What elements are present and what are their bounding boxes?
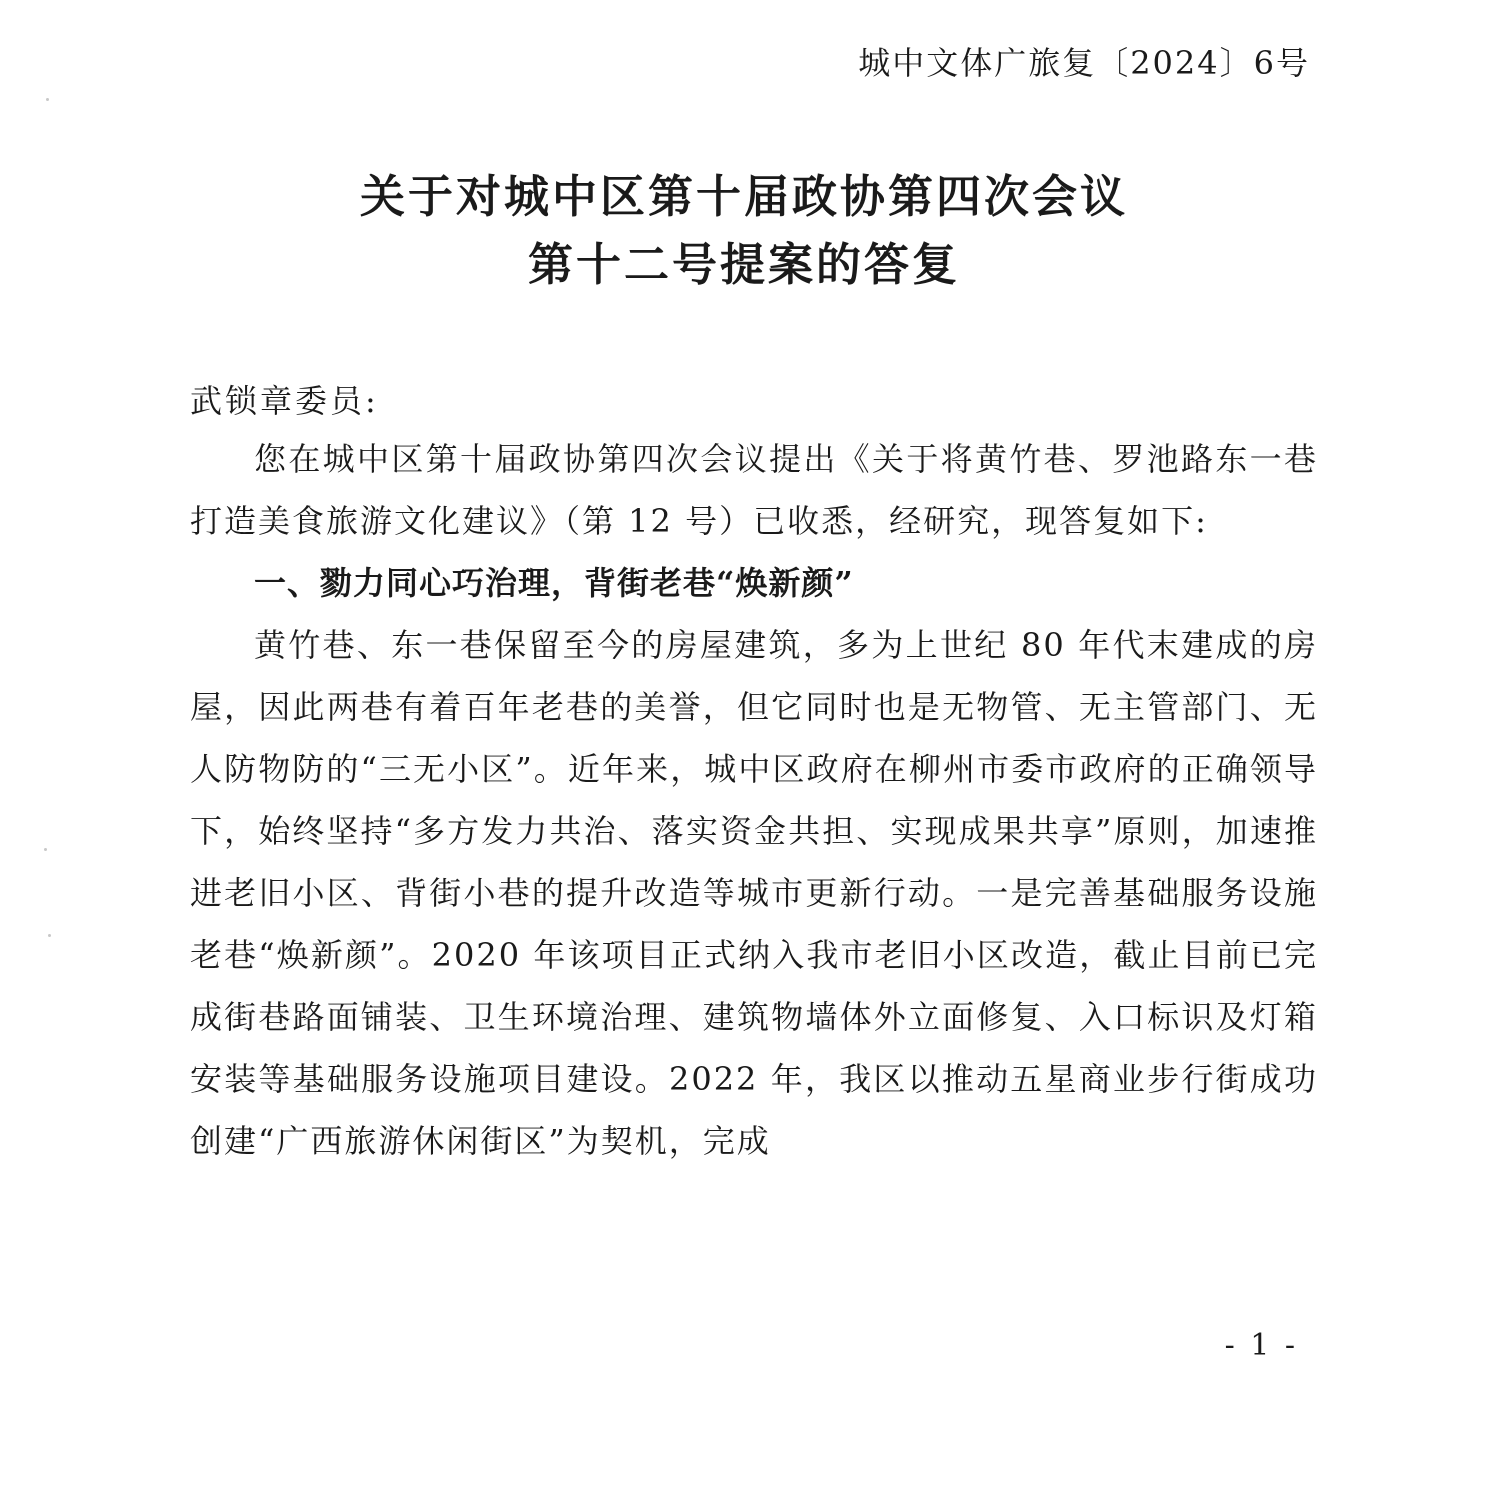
page-number: - 1 - xyxy=(1224,1328,1298,1363)
scan-speck xyxy=(44,848,47,851)
section-1-paragraph: 黄竹巷、东一巷保留至今的房屋建筑，多为上世纪 80 年代末建成的房屋，因此两巷有着百年老巷的美誉，但它同时也是无物管、无主管部门、无人防物防的“三无小区”。近年来，城中区政府在柳州市委市政府的正确领导下，始终坚持“多方发力共治、落实资金共担、实现成果共享”原则，加速推进老旧小区、背街小巷的提升改造等城市更新行动。一是完善基础服务设施老巷“焕新颜”。2020 年该项目正式纳入我市老旧小区改造，截止目前已完成街巷路面铺装、卫生环境治理、建筑物墙体外立面修复、入口标识及灯箱安装等基础服务设施项目建设。2022 年，我区以推动五星商业步行街成功创建“广西旅游休闲街区”为契机，完成 xyxy=(190,626,1318,1160)
section-1-heading: 一、勠力同心巧治理，背街老巷“焕新颜” xyxy=(254,564,854,602)
scan-speck xyxy=(46,98,49,101)
body-text xyxy=(190,428,1318,1172)
salutation: 武锁章委员: xyxy=(190,382,379,420)
document-number: 城中文体广旅复〔2024〕6号 xyxy=(858,44,1310,82)
title-line-2: 第十二号提案的答复 xyxy=(527,238,960,291)
title-line-1: 关于对城中区第十届政协第四次会议 xyxy=(359,170,1128,223)
scan-speck xyxy=(48,934,51,937)
intro-paragraph: 您在城中区第十届政协第四次会议提出《关于将黄竹巷、罗池路东一巷打造美食旅游文化建议》（第 12 号）已收悉，经研究，现答复如下: xyxy=(190,440,1318,540)
